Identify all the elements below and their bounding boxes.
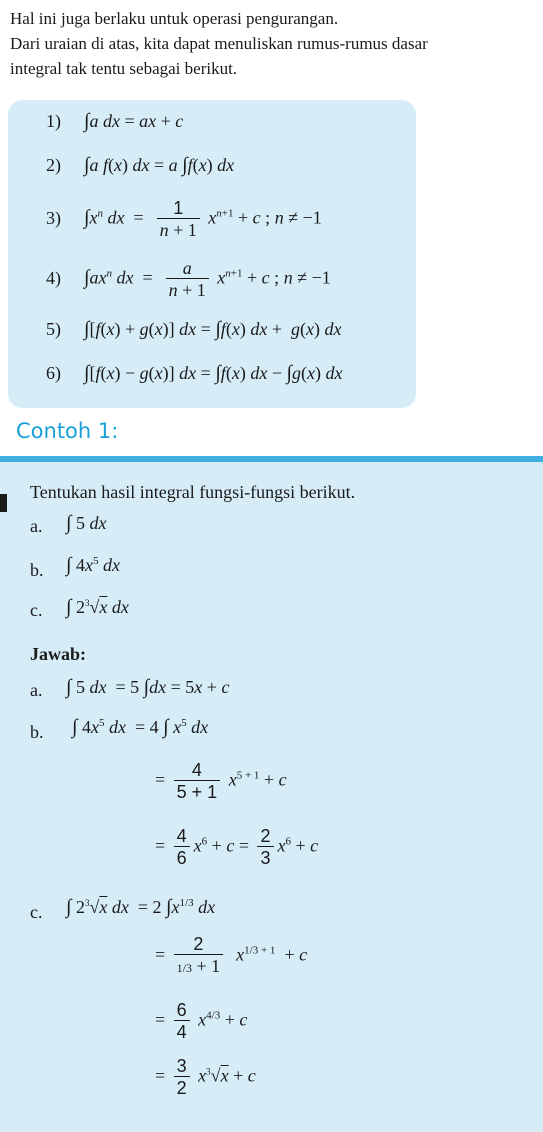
answer-b-step-3: = $\frac{4}{6}$ $x^6 + c$ = $\frac{2}{3}$ $x^6 + c$ (155, 826, 319, 868)
question-c-label: c. (30, 600, 43, 620)
formula-box (8, 100, 416, 408)
answer-c-step-2: = $\frac{2}{1/3 + 1}$ $x^{1/3 + 1} + c$ (155, 934, 307, 979)
question-a-label: a. (30, 516, 43, 536)
answer-b-step-2: = $\frac{4}{5 + 1}$ $x^{5 + 1} + c$ (155, 760, 287, 802)
formula-4: 4) $\int ax^n$ dx = $\frac{a}{n + 1}$ $x^{n+1} + c$ ; n ≠ −1 (46, 258, 331, 300)
formula-2: 2) ∫a f(x) dx = a ∫f(x) dx (46, 154, 235, 176)
intro-line-2: Dari uraian di atas, kita dapat menuliskan rumus-rumus dasar (10, 34, 428, 53)
answer-c-step-4: = $\frac{3}{2}$ $x^3√x + c$ (155, 1056, 256, 1098)
question-b: ∫ $4x^5$ dx (66, 554, 120, 576)
question-a: ∫ 5 dx (66, 512, 107, 534)
formula-1: 1) ∫a dx = ax + c (46, 110, 184, 132)
question-b-label: b. (30, 560, 44, 580)
answer-c-step-3: = $\frac{6}{4}$ $x^{4/3} + c$ (155, 1000, 248, 1042)
answer-heading: Jawab: (30, 644, 87, 664)
formula-6: 6) ∫[f(x) − g(x)] dx = ∫f(x) dx − ∫g(x) dx (46, 362, 343, 384)
answer-c-label: c. (30, 902, 43, 922)
answer-b-label: b. (30, 722, 44, 742)
intro-line-1: Hal ini juga berlaku untuk operasi pengurangan. (10, 9, 339, 28)
answer-c-step-1: ∫ $2^3√x$ dx = 2 $\int x^{1/3}$ dx (66, 896, 216, 918)
formula-3: 3) $\int x^n$ dx = $\frac{1}{n + 1}$ $x^{n+1} + c$ ; n ≠ −1 (46, 198, 322, 240)
question-c: ∫ $2^3√x$ dx (66, 596, 129, 618)
formula-5: 5) ∫[f(x) + g(x)] dx = ∫f(x) dx + g(x) dx (46, 318, 342, 340)
intro-line-3: integral tak tentu sebagai berikut. (10, 59, 238, 78)
answer-b-step-1: ∫ $4x^5$ dx = 4 ∫ $x^5$ dx (72, 716, 209, 738)
example-prompt: Tentukan hasil integral fungsi-fungsi berikut. (30, 482, 356, 502)
margin-marker (0, 494, 7, 512)
intro-text (10, 6, 535, 81)
example-heading: Contoh 1: (16, 419, 119, 443)
answer-a-label: a. (30, 680, 43, 700)
answer-a: ∫ 5 dx = 5 ∫dx = 5x + c (66, 676, 230, 698)
